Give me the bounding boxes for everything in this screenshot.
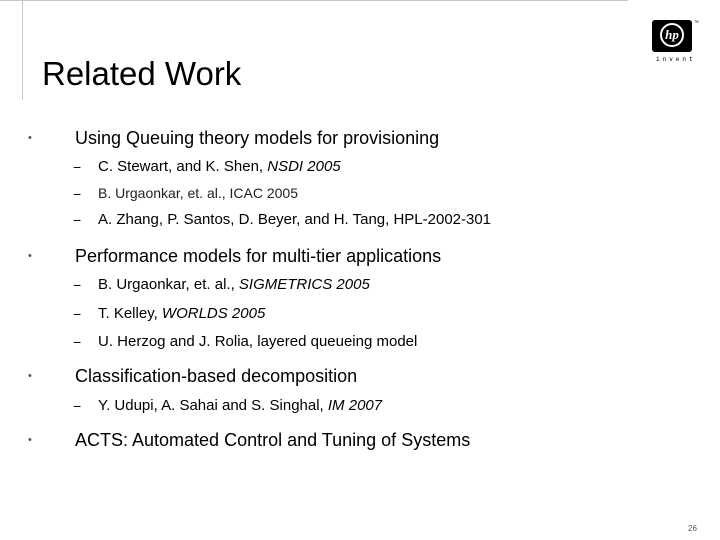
dash-icon: − (73, 306, 82, 322)
bullet-icon: • (28, 132, 32, 144)
sub-item-text: C. Stewart, and K. Shen, NSDI 2005 (98, 158, 341, 175)
dash-icon: − (73, 159, 82, 175)
sub-item-text: Y. Udupi, A. Sahai and S. Singhal, IM 2007 (98, 397, 383, 414)
sub-item-text: B. Urgaonkar, et. al., SIGMETRICS 2005 (98, 276, 370, 293)
hp-logo-mark: hp (660, 23, 684, 47)
dash-icon: − (73, 212, 82, 228)
bullet-text: Performance models for multi-tier applications (75, 246, 442, 266)
dash-icon: − (73, 277, 82, 293)
dash-icon: − (73, 186, 82, 202)
hp-logo-box (652, 20, 692, 52)
page-number: 26 (688, 524, 697, 533)
bullet-icon: • (28, 434, 32, 446)
dash-icon: − (73, 398, 82, 414)
sub-item-text: A. Zhang, P. Santos, D. Beyer, and H. Tang, HPL-2002-301 (98, 211, 492, 228)
bullet-icon: • (28, 370, 32, 382)
left-rule (22, 0, 23, 100)
slide-title: Related Work (42, 55, 242, 92)
top-rule (0, 0, 628, 1)
hp-logo (652, 20, 700, 63)
sub-item-text: U. Herzog and J. Rolia, layered queueing model (98, 333, 418, 350)
bullet-text: ACTS: Automated Control and Tuning of Systems (75, 430, 471, 450)
trademark-symbol: ™ (694, 20, 699, 26)
sub-item-text: B. Urgaonkar, et. al., ICAC 2005 (98, 185, 298, 201)
hp-logo-tagline: invent (656, 56, 696, 63)
bullet-text: Classification-based decomposition (75, 366, 358, 386)
bullet-icon: • (28, 250, 32, 262)
sub-item-text: T. Kelley, WORLDS 2005 (98, 305, 266, 322)
dash-icon: − (73, 334, 82, 350)
bullet-text: Using Queuing theory models for provisioning (75, 128, 440, 148)
